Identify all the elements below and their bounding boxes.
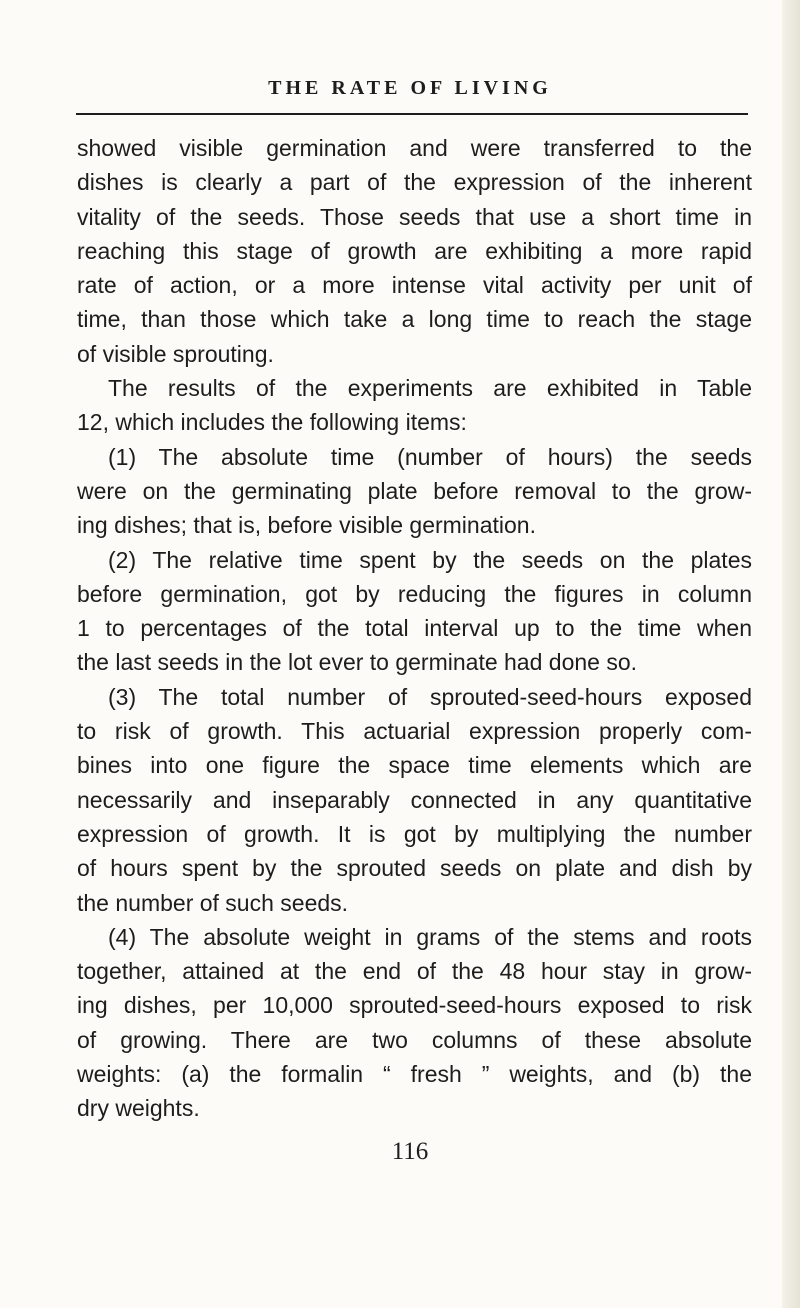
text-line: dry weights. — [77, 1095, 200, 1122]
text-line: dishes is clearly a part of the expression of the inherent — [77, 169, 752, 196]
text-line: the number of such seeds. — [77, 889, 349, 916]
text-line: of visible sprouting. — [77, 340, 274, 367]
text-line: vitality of the seeds. Those seeds that use a short time in — [77, 203, 752, 230]
text-line: ing dishes, per 10,000 sprouted-seed-hours exposed to risk — [77, 992, 752, 1019]
text-line: together, attained at the end of the 48 hour stay in grow- — [77, 958, 752, 985]
text-line: ing dishes; that is, before visible germination. — [77, 512, 536, 539]
text-line: 12, which includes the following items: — [77, 409, 467, 436]
text-line: showed visible germination and were transferred to the — [77, 135, 752, 161]
text-line: The results of the experiments are exhibited in Table — [108, 375, 752, 402]
text-line: of growing. There are two columns of these absolute — [77, 1026, 752, 1053]
text-line: necessarily and inseparably connected in any quantitative — [77, 786, 752, 813]
text-line: expression of growth. It is got by multiplying the number — [77, 820, 752, 847]
running-head: THE RATE OF LIVING — [268, 77, 552, 99]
page-edge-shadow — [782, 0, 800, 1308]
text-line: 1 to percentages of the total interval up to the time when — [77, 615, 752, 642]
text-line: time, than those which take a long time to reach the stage — [77, 306, 752, 333]
text-line: (4) The absolute weight in grams of the stems and roots — [108, 923, 752, 950]
body-text — [77, 131, 752, 1126]
header-rule — [76, 113, 748, 115]
text-line: bines into one figure the space time elements which are — [77, 752, 752, 779]
text-line: were on the germinating plate before removal to the grow- — [77, 477, 752, 504]
text-line: weights: (a) the formalin “ fresh ” weights, and (b) the — [77, 1061, 752, 1088]
text-line: (1) The absolute time (number of hours) the seeds — [108, 443, 752, 470]
text-line: rate of action, or a more intense vital activity per unit of — [77, 272, 752, 299]
text-line: reaching this stage of growth are exhibiting a more rapid — [77, 237, 752, 264]
text-line: before germination, got by reducing the figures in column — [77, 580, 752, 607]
text-line: (2) The relative time spent by the seeds on the plates — [108, 546, 752, 573]
text-line: the last seeds in the lot ever to germinate had done so. — [77, 649, 638, 676]
text-line: (3) The total number of sprouted-seed-hours exposed — [108, 683, 752, 710]
page-number: 116 — [391, 1138, 429, 1165]
text-line: to risk of growth. This actuarial expression properly com- — [77, 718, 752, 745]
text-line: of hours spent by the sprouted seeds on plate and dish by — [77, 855, 752, 882]
